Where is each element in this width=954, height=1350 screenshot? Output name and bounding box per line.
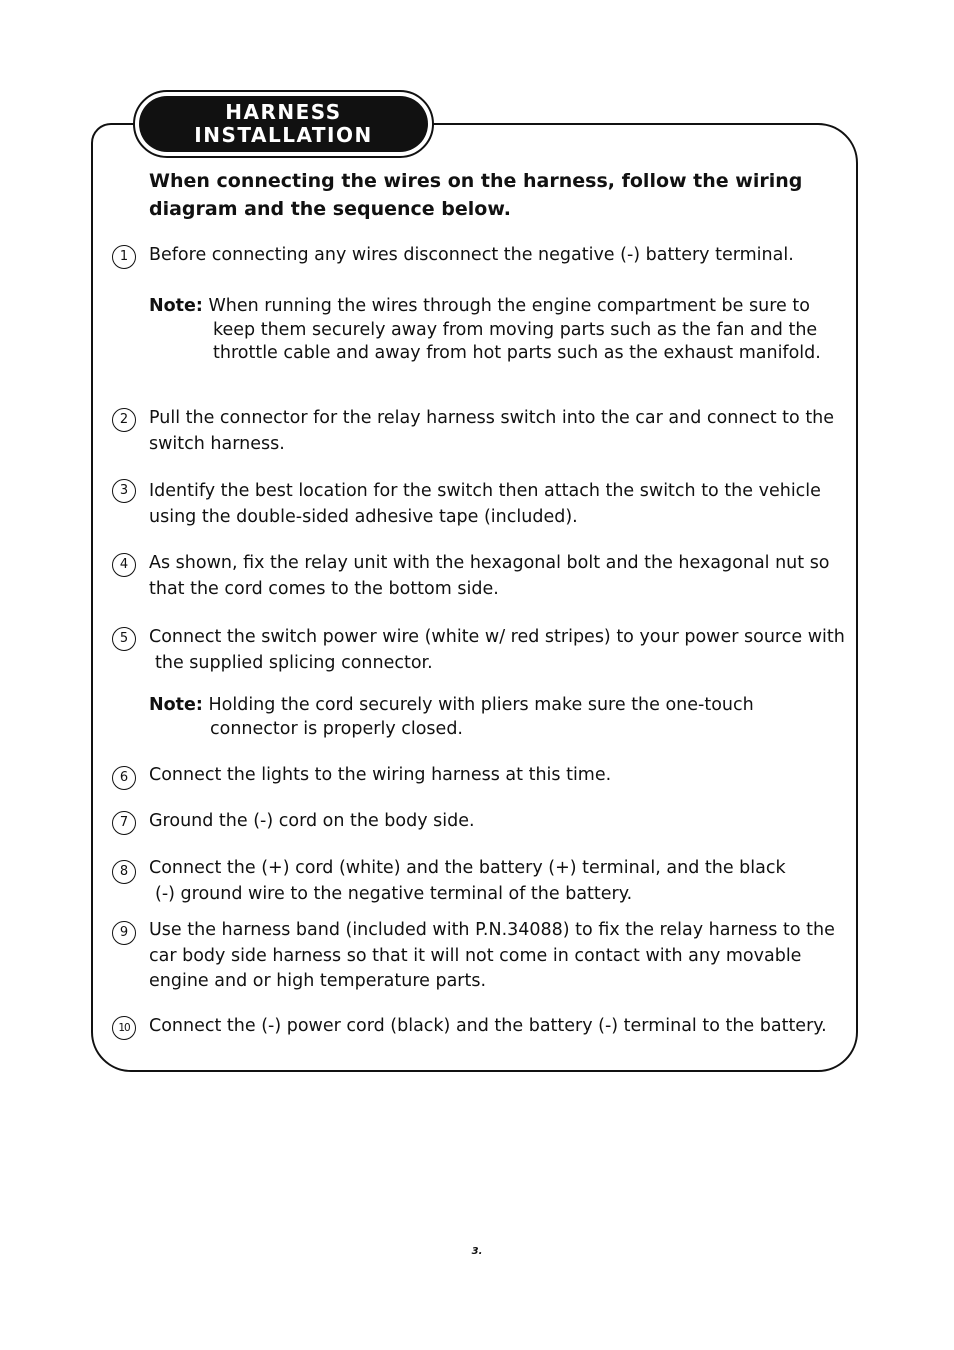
- step-number-4: 4: [112, 553, 136, 577]
- step-6-text: Connect the lights to the wiring harness at this time.: [149, 765, 612, 785]
- step-10-text: Connect the (-) power cord (black) and the battery (-) terminal to the battery.: [149, 1016, 827, 1036]
- step-8-text: [149, 856, 849, 907]
- step-number-9: 9: [112, 921, 136, 945]
- step-3-text: Identify the best location for the switch then attach the switch to the vehicle using the double-sided adhesive tape (included).: [149, 481, 821, 527]
- step-number-6: 6: [112, 766, 136, 790]
- page-number: 3.: [471, 1246, 483, 1257]
- step-8-line2: (-) ground wire to the negative terminal of the battery.: [155, 883, 633, 904]
- header-title-line2: INSTALLATION: [194, 123, 373, 147]
- step-4-text: As shown, fix the relay unit with the hexagonal bolt and the hexagonal nut so that the cord comes to the bottom side.: [149, 553, 830, 599]
- note-2: [149, 694, 829, 741]
- step-number-5: 5: [112, 627, 136, 651]
- step-7-text: Ground the (-) cord on the body side.: [149, 811, 475, 831]
- step-number-7: 7: [112, 811, 136, 835]
- step-number-8: 8: [112, 860, 136, 884]
- step-2-text: Pull the connector for the relay harness switch into the car and connect to the switch harness.: [149, 408, 835, 454]
- section-header: [133, 90, 434, 158]
- step-number-2: 2: [112, 408, 136, 432]
- step-number-3: 3: [112, 479, 136, 503]
- note-1-label: Note:: [149, 296, 203, 316]
- step-9-text: Use the harness band (included with P.N.34088) to fix the relay harness to the car body side harness so that it will not come in contact with any movable engine and or high temperature parts.: [149, 920, 835, 991]
- step-number-10: 10: [112, 1016, 136, 1040]
- step-5-text: [149, 625, 849, 676]
- step-1-text: Before connecting any wires disconnect the negative (-) battery terminal.: [149, 245, 794, 265]
- note-1-line1: When running the wires through the engine compartment be sure to: [208, 296, 810, 316]
- section-header-badge: [139, 96, 428, 152]
- step-5-line1: Connect the switch power wire (white w/ red stripes) to your power source with: [149, 627, 845, 647]
- note-1-line2: keep them securely away from moving parts such as the fan and the: [213, 319, 818, 340]
- step-5-line2: the supplied splicing connector.: [155, 652, 433, 673]
- note-1: [149, 295, 829, 366]
- step-8-line1: Connect the (+) cord (white) and the battery (+) terminal, and the black: [149, 858, 786, 878]
- intro-text: When connecting the wires on the harness, follow the wiring diagram and the sequence below.: [149, 170, 803, 220]
- note-2-line1: Holding the cord securely with pliers make sure the one-touch: [208, 695, 754, 715]
- note-1-line3: throttle cable and away from hot parts such as the exhaust manifold.: [213, 343, 821, 363]
- note-2-line2: connector is properly closed.: [210, 718, 463, 739]
- step-number-1: 1: [112, 245, 136, 269]
- note-2-label: Note:: [149, 695, 203, 715]
- header-title-line1: HARNESS: [225, 100, 342, 124]
